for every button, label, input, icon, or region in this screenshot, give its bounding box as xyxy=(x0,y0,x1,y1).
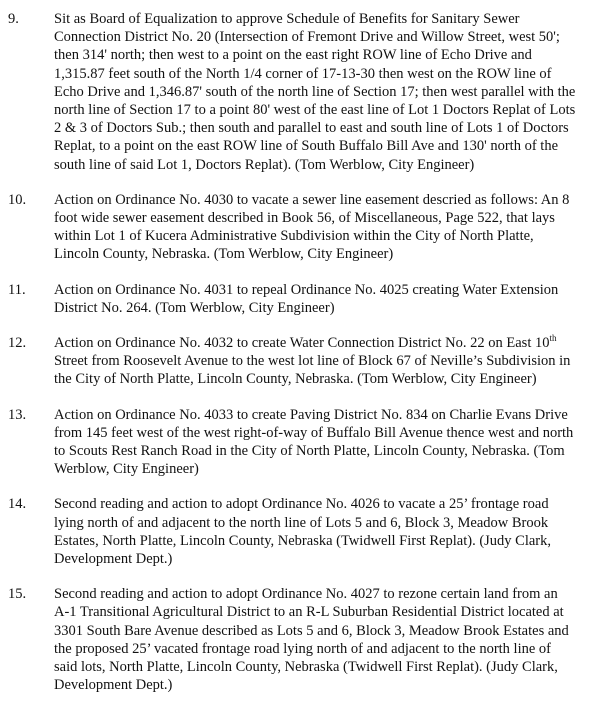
text-line: Replat, to a point on the east ROW line of South Buffalo Bill Ave and 130' north of the xyxy=(54,138,559,155)
text-line: the proposed 25’ vacated frontage road lying north of and adjacent to the north line of xyxy=(54,640,551,657)
text-line: Action on Ordinance No. 4031 to repeal Ordinance No. 4025 creating Water Extension xyxy=(54,281,559,298)
text-line: Development Dept.) xyxy=(54,677,173,694)
text-line: Echo Drive and 1,346.87' south of the north line of Section 17; then west parallel with the xyxy=(54,83,576,100)
agenda-item-10 xyxy=(8,191,593,264)
text-line: 1,315.87 feet south of the North 1/4 corner of 17-13-30 then west on the ROW line of xyxy=(54,65,552,82)
item-text xyxy=(54,191,593,264)
agenda-item-9 xyxy=(8,10,593,174)
text-line: foot wide sewer easement described in Book 56, of Miscellaneous, Page 522, that lays xyxy=(54,210,555,227)
text-line: Second reading and action to adopt Ordinance No. 4026 to vacate a 25’ frontage road xyxy=(54,496,549,513)
text-line: the City of North Platte, Lincoln County, Nebraska. (Tom Werblow, City Engineer) xyxy=(54,371,537,388)
item-text xyxy=(54,585,593,694)
text-line: Connection District No. 20 (Intersection of Fremont Drive and Willow Street, west 50'; xyxy=(54,29,560,46)
text-line: Estates, North Platte, Lincoln County, Nebraska (Twidwell First Replat). (Judy Clark, xyxy=(54,532,552,549)
text-line: south line of said Lot 1, Doctors Replat). (Tom Werblow, City Engineer) xyxy=(54,156,475,173)
text-line: to Scouts Rest Ranch Road in the City of North Platte, Lincoln County, Nebraska. (Tom xyxy=(54,443,565,460)
superscript: th xyxy=(549,333,557,344)
text-line: Action on Ordinance No. 4030 to vacate a sewer line easement descried as follows: An 8 xyxy=(54,191,570,208)
text-line xyxy=(54,334,593,352)
agenda-item-14 xyxy=(8,495,593,568)
item-text xyxy=(54,10,593,174)
item-number: 13. xyxy=(8,406,27,423)
item-number: 9. xyxy=(8,11,19,27)
text-line: Sit as Board of Equalization to approve Schedule of Benefits for Sanitary Sewer xyxy=(54,11,520,27)
text-line: 2 & 3 of Doctors Sub.; then south and parallel to east and south line of Lots 1 of Doctors xyxy=(54,120,569,137)
item-text xyxy=(54,334,593,389)
agenda-item-11 xyxy=(8,281,593,317)
item-text xyxy=(54,495,593,568)
item-text xyxy=(54,281,593,317)
item-number: 14. xyxy=(8,496,27,513)
agenda-item-13 xyxy=(8,406,593,479)
text-line: said lots, North Platte, Lincoln County, Nebraska (Twidwell First Replat). (Judy Clark, xyxy=(54,659,558,676)
text-line: within Lot 1 of Kucera Administrative Subdivision within the City of North Platte, xyxy=(54,228,534,245)
text-line: Werblow, City Engineer) xyxy=(54,461,199,478)
text-line: Second reading and action to adopt Ordinance No. 4027 to rezone certain land from an xyxy=(54,586,558,603)
text-line: from 145 feet west of the west right-of-way of Buffalo Bill Avenue thence west and north xyxy=(54,424,574,441)
text-line: District No. 264. (Tom Werblow, City Engineer) xyxy=(54,299,335,316)
text-line: north line of Section 17 to a point 80' west of the east line of Lot 1 Doctors Replat of Lots xyxy=(54,102,576,119)
item-number: 10. xyxy=(8,191,27,208)
item-number: 15. xyxy=(8,586,27,603)
text-line: Street from Roosevelt Avenue to the west lot line of Block 67 of Neville’s Subdivision in xyxy=(54,353,571,370)
text-line: Lincoln County, Nebraska. (Tom Werblow, City Engineer) xyxy=(54,246,394,263)
text-line: then 314' north; then west to a point on the east right ROW line of Echo Drive and xyxy=(54,47,532,64)
text-line: 3301 South Bare Avenue described as Lots 5 and 6, Block 3, Meadow Brook Estates and xyxy=(54,622,569,639)
text-line: lying north of and adjacent to the north line of Lots 5 and 6, Block 3, Meadow Brook xyxy=(54,514,549,531)
text-line-main: Action on Ordinance No. 4032 to create Water Connection District No. 22 on East 10 xyxy=(54,335,550,352)
item-number: 12. xyxy=(8,335,27,352)
text-line: Development Dept.) xyxy=(54,551,173,568)
agenda-item-15 xyxy=(8,585,593,694)
text-line: A-1 Transitional Agricultural District to an R-L Suburban Residential District located at xyxy=(54,604,564,621)
text-line: Action on Ordinance No. 4033 to create Paving District No. 834 on Charlie Evans Drive xyxy=(54,406,568,423)
item-text xyxy=(54,406,593,479)
item-number: 11. xyxy=(8,281,26,298)
agenda-item-12 xyxy=(8,334,593,389)
